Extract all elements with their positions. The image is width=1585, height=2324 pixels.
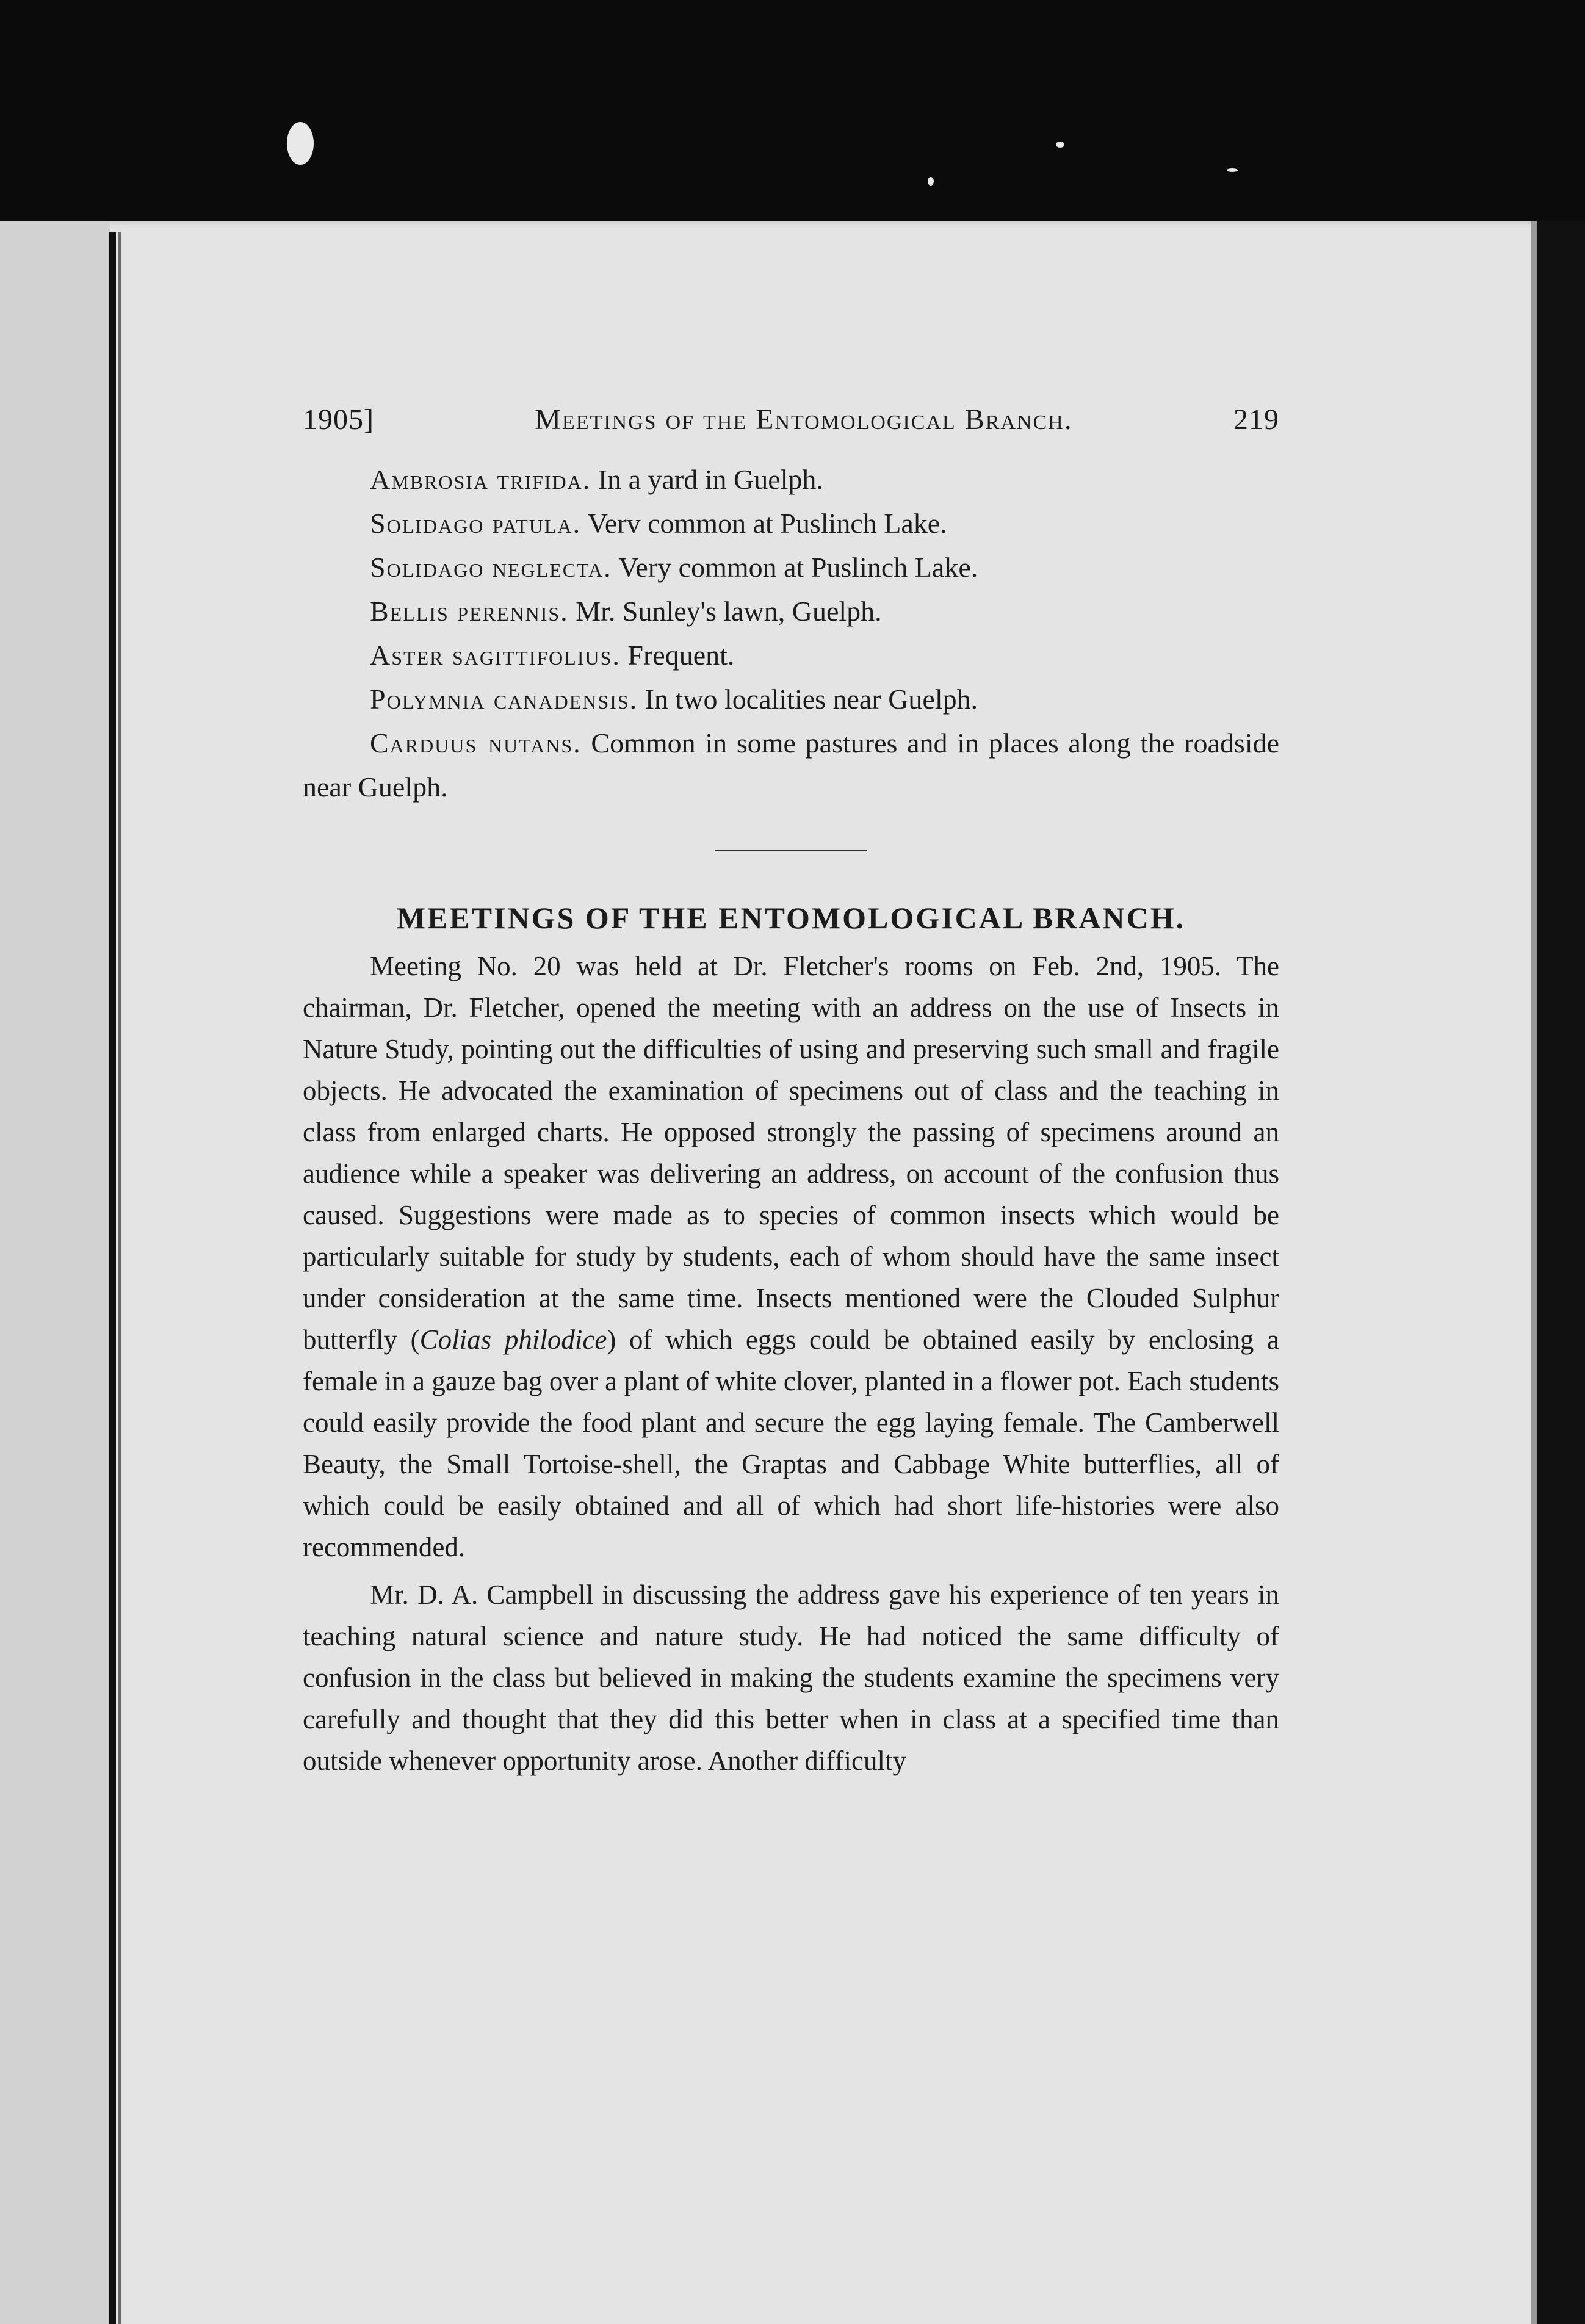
plant-note: In a yard in Guelph.: [598, 464, 823, 495]
paragraph-text: Meeting No. 20 was held at Dr. Fletcher's rooms on Feb. 2nd, 1905. The chairman, Dr. Fletcher, opened the meeting with an address on the use of Insects in Nature Study, pointing out the difficulties of using and preserving such small and fragile objects. He advocated the examination of specimens out of class and the teaching in class from enlarged charts. He opposed strongly the passing of specimens around an audience while a speaker was delivering an address, on account of the confusion thus caused. Suggestions were made as to species of common insects which would be particularly suitable for study by students, each of whom should have the same insect under consideration at the same time. Insects mentioned were the Clouded Sulphur butterfly (: [303, 951, 1279, 1355]
scan-speck: [1056, 142, 1064, 148]
spine-gutter-line: [109, 232, 116, 2324]
plant-note: Frequent.: [627, 640, 735, 671]
plant-entry: [303, 502, 1279, 546]
right-page-edge-line: [1531, 221, 1537, 2324]
plant-entry: [303, 590, 1279, 633]
scan-speck: [287, 122, 314, 165]
section-divider-rule: [715, 850, 867, 851]
body-paragraph-2: Mr. D. A. Campbell in discussing the address gave his experience of ten years in teaching natural science and nature study. He had noticed the same difficulty of confusion in the class but believed in making the students examine the specimens very carefully and thought that they did this better when in class at a specified time than outside whenever opportunity arose. Another difficulty: [303, 1579, 1279, 1776]
species-name-italic: Colias philodice: [419, 1324, 607, 1355]
paragraph-text: ) of which eggs could be obtained easily by enclosing a female in a gauze bag over a plant of white clover, planted in a flower pot. Each students could easily provide the food plant and secure the egg laying female. The Camberwell Beauty, the Small Tortoise-shell, the Graptas and Cabbage White butterflies, all of which could be easily obtained and all of which had short life-histories were also recommended.: [303, 1324, 1279, 1562]
plant-name: Polymnia canadensis.: [370, 684, 638, 715]
plant-note: Verv common at Puslinch Lake.: [587, 508, 947, 539]
page-number: 219: [1233, 403, 1279, 436]
plant-name: Bellis perennis.: [370, 596, 569, 627]
section-heading: MEETINGS OF THE ENTOMOLOGICAL BRANCH.: [396, 901, 1186, 935]
plant-note: In two localities near Guelph.: [644, 684, 978, 715]
plant-note: Mr. Sunley's lawn, Guelph.: [576, 596, 882, 627]
scan-speck: [928, 177, 934, 186]
right-dark-margin: [1537, 221, 1585, 2324]
left-page-edge: [0, 221, 110, 2324]
plant-entry: [303, 721, 1279, 809]
plant-entry: [303, 546, 1279, 590]
page-content: [303, 403, 1279, 1788]
plant-name: Ambrosia trifida.: [370, 464, 591, 495]
plant-entry: [303, 458, 1279, 502]
plant-note: Very common at Puslinch Lake.: [618, 552, 978, 583]
scan-speck: [1227, 168, 1238, 172]
spine-gutter-shadow: [118, 232, 121, 2324]
body-paragraph-1: [303, 945, 1279, 1568]
running-head: [303, 403, 1279, 458]
plant-entry: [303, 677, 1279, 721]
plant-name: Carduus nutans.: [370, 727, 582, 759]
plant-note: Common in some pastures and in places along the roadside near Guelph.: [303, 727, 1280, 803]
running-head-year: 1905]: [303, 403, 374, 436]
plant-name: Aster sagittifolius.: [370, 640, 621, 671]
plant-name: Solidago patula.: [370, 508, 582, 539]
running-head-title: Meetings of the Entomological Branch.: [535, 403, 1073, 436]
plant-entry: [303, 633, 1279, 677]
scan-dark-background: [0, 0, 1585, 229]
plant-name: Solidago neglecta.: [370, 552, 612, 583]
